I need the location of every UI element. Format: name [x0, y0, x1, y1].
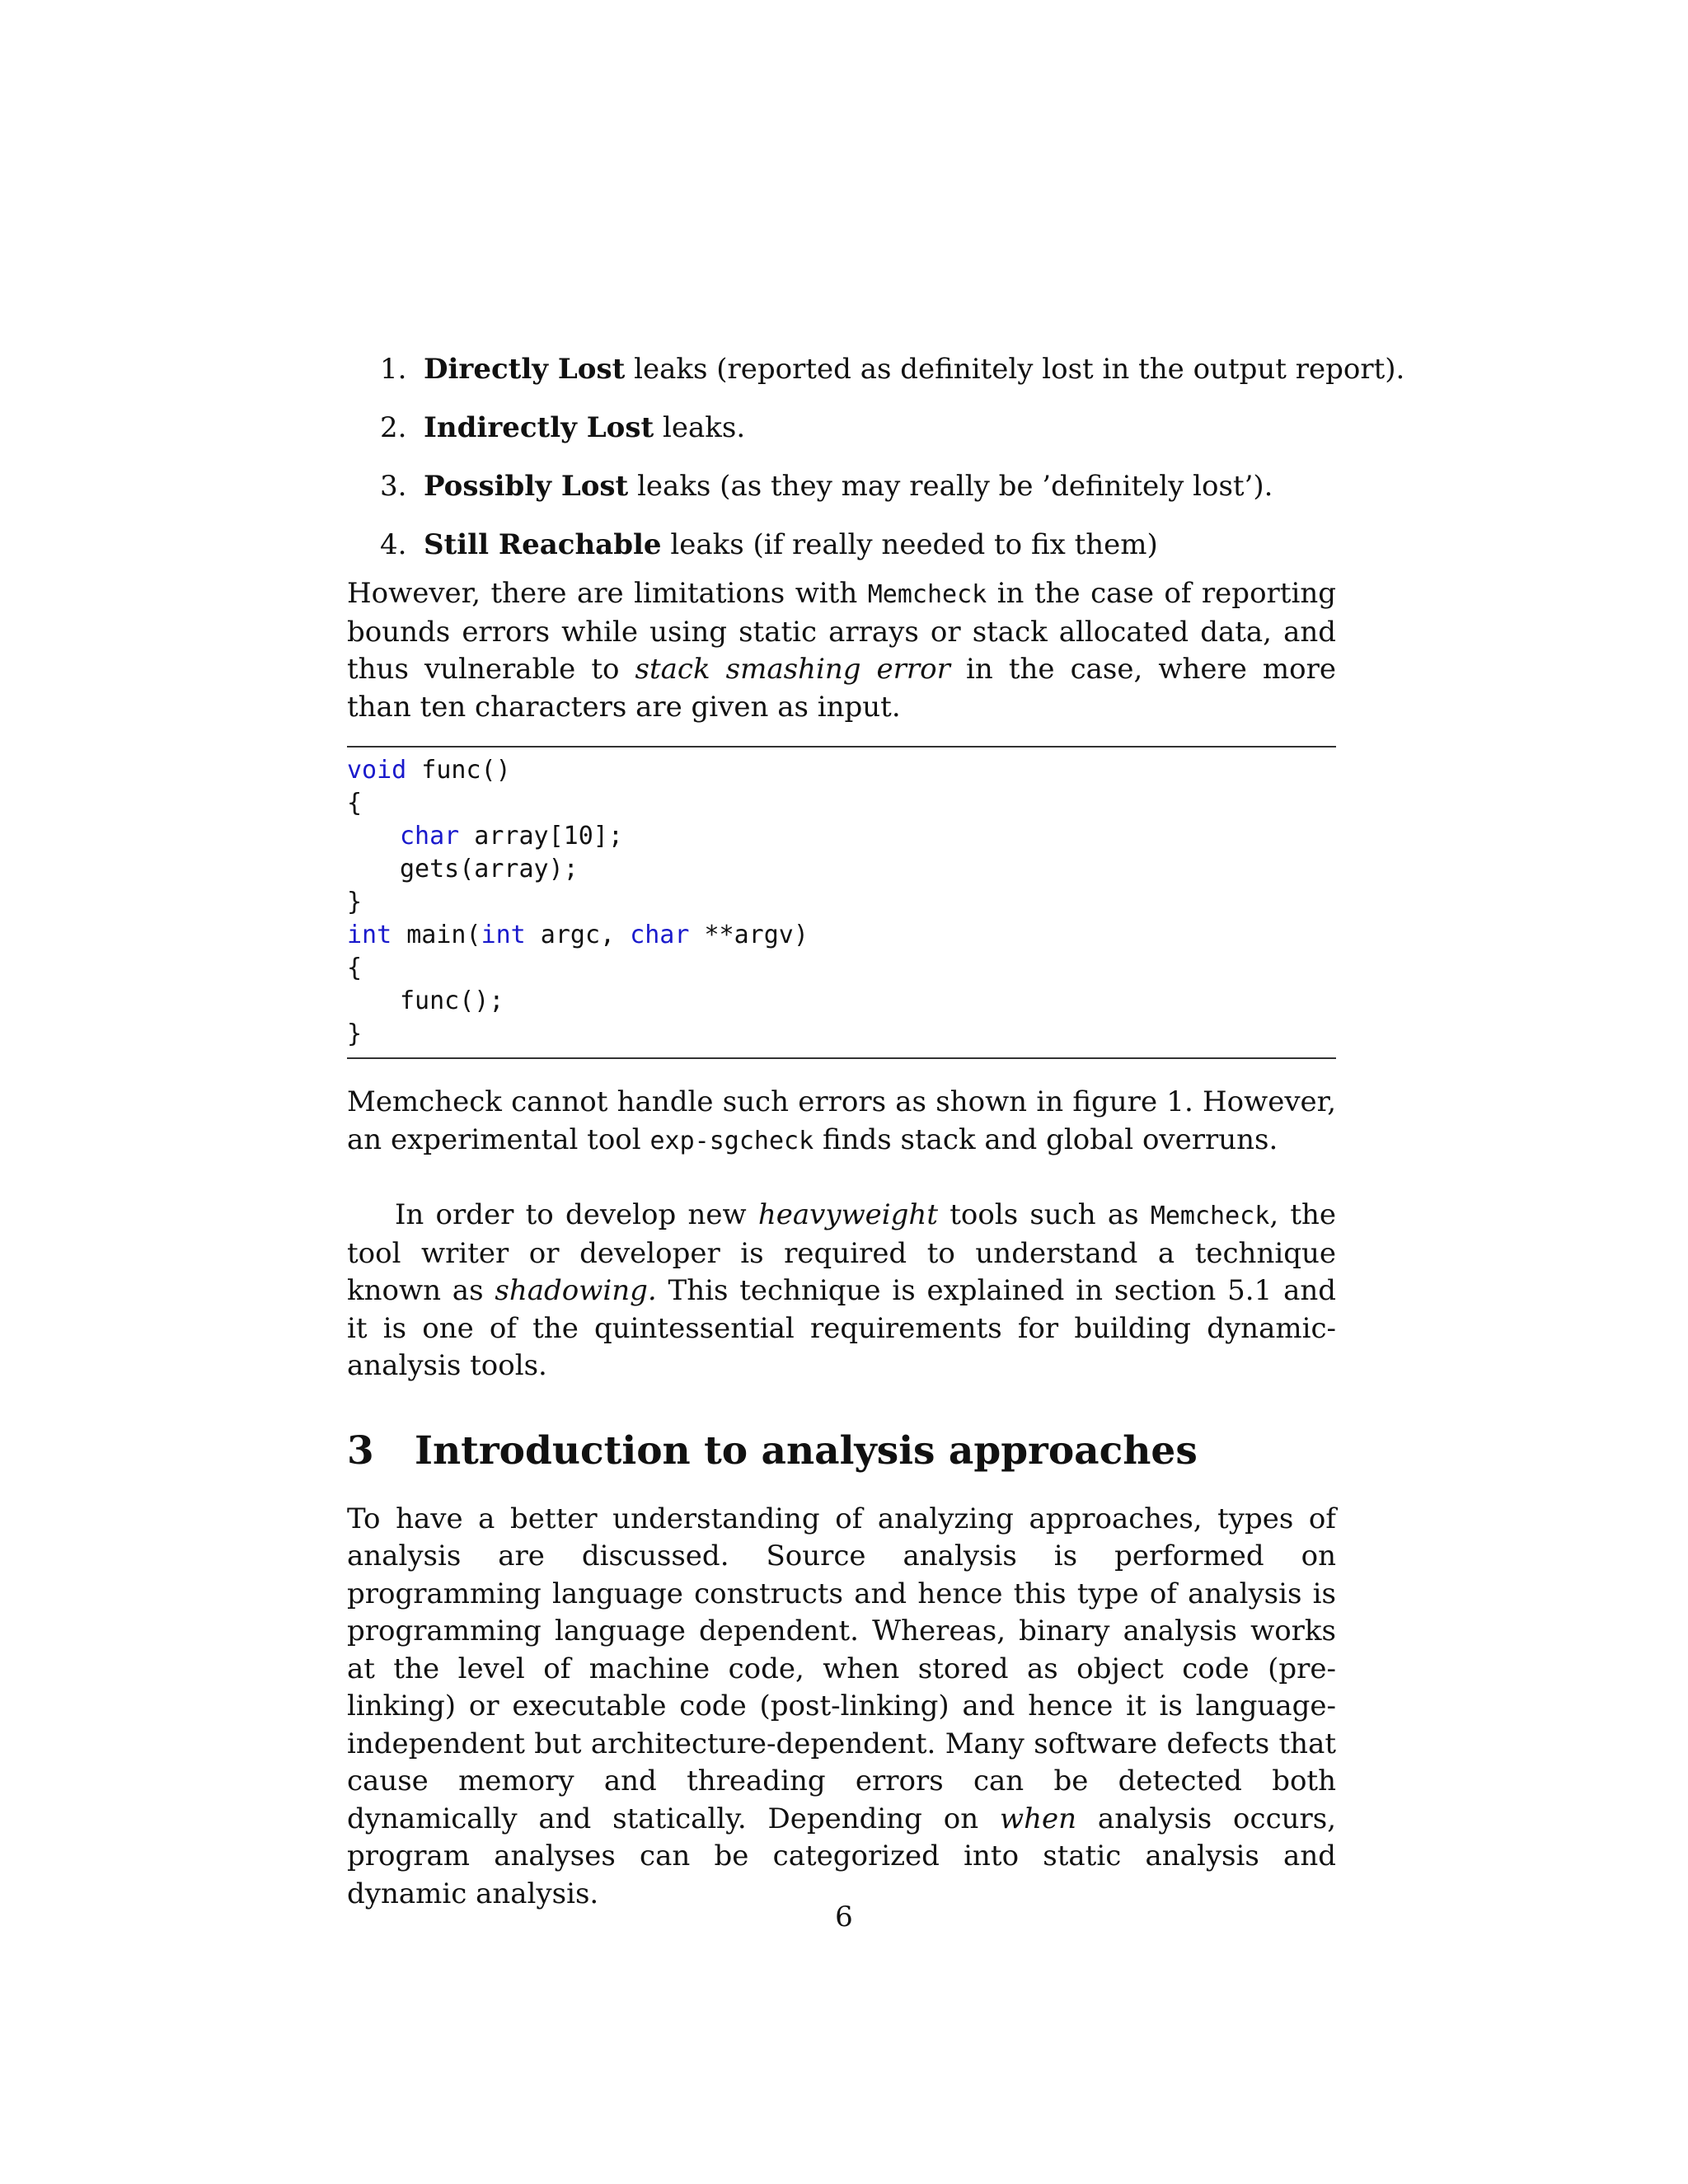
emphasis-text: shadowing.: [495, 1274, 657, 1307]
paragraph-text: However, there are limitations with: [347, 577, 858, 610]
code-keyword: int: [481, 921, 526, 949]
list-number: 3.: [380, 470, 407, 503]
list-item: [347, 409, 1336, 447]
shadowing-paragraph: [347, 1197, 1336, 1385]
list-number: 1.: [380, 353, 407, 386]
paragraph-text: To have a better understanding of analyzing approaches, types of analysis are discussed. Source analysis is performed on programming language constructs and hence this type of analysis is programming language dependent. Whereas, binary analysis works at the level of machine code, when stored as object code (pre-linking) or executable code (post-linking) and hence it is language-independent but architecture-dependent. Many software defects that cause memory and threading errors can be detected both dynamically and statically. Depending on: [347, 1502, 1336, 1835]
code-text: main(: [392, 921, 481, 949]
emphasis-text: stack smashing error: [635, 653, 950, 686]
code-text: func(): [406, 756, 511, 785]
limitations-paragraph: [347, 575, 1336, 726]
inline-code: Memcheck: [867, 580, 987, 609]
paragraph-text: in the case, where more than ten characters are given as input.: [347, 653, 1337, 724]
list-text: leaks (reported as definitely lost in the output report).: [634, 353, 1405, 386]
paragraph-text: Memcheck cannot handle such errors as shown in figure 1. However, an experimental tool: [347, 1085, 1336, 1156]
list-item: [347, 350, 1405, 388]
code-line: [347, 985, 1336, 1018]
section-heading: [347, 1427, 1336, 1476]
list-term: Directly Lost: [424, 353, 626, 386]
code-text: array[10];: [459, 822, 623, 851]
page-content: [347, 350, 1405, 1913]
list-text: leaks.: [663, 411, 746, 444]
paragraph-text: , the tool writer or developer is required to understand a technique known as: [347, 1198, 1337, 1307]
analysis-paragraph: [347, 1501, 1336, 1914]
code-line: {: [347, 954, 363, 982]
list-item: [347, 526, 1336, 564]
code-text: gets(array);: [400, 855, 579, 883]
code-keyword: void: [347, 756, 407, 785]
code-keyword: char: [630, 921, 690, 949]
section-title: Introduction to analysis approaches: [415, 1427, 1198, 1474]
list-term: Possibly Lost: [424, 470, 629, 503]
paragraph-text: in the case of reporting bounds errors while using static arrays or stack allocated data, and thus vulnerable to: [347, 577, 1336, 686]
page-number: 6: [835, 1900, 853, 1933]
code-line: [347, 919, 1336, 952]
code-line: }: [347, 1019, 363, 1048]
list-term: Still Reachable: [424, 528, 662, 561]
paragraph-text: tools such as: [950, 1198, 1139, 1231]
code-text: argc,: [525, 921, 631, 949]
emphasis-text: heavyweight: [757, 1198, 938, 1231]
code-keyword: char: [400, 822, 460, 851]
code-line: [347, 754, 1336, 787]
paragraph-text: This technique is explained in section 5.1 and it is one of the quintessential requirements for building dynamic-analysis tools.: [347, 1274, 1337, 1382]
list-term: Indirectly Lost: [424, 411, 654, 444]
inline-code: Memcheck: [1150, 1202, 1270, 1230]
code-line: {: [347, 789, 363, 818]
code-keyword: int: [347, 921, 392, 949]
code-line: [347, 853, 1336, 886]
leak-types-list: [347, 350, 1405, 564]
code-bottom-rule: [347, 1057, 1336, 1059]
list-text: leaks (as they may really be ’definitely lost’).: [637, 470, 1273, 503]
code-line: [347, 820, 1336, 853]
paragraph-text: analysis occurs, program analyses can be categorized into static analysis and dynamic analysis.: [347, 1802, 1337, 1910]
paragraph-text: In order to develop new: [395, 1198, 747, 1231]
code-text: func();: [400, 987, 504, 1015]
list-number: 4.: [380, 528, 407, 561]
emphasis-text: when: [1000, 1802, 1077, 1835]
code-line: }: [347, 888, 363, 916]
list-text: leaks (if really needed to fix them): [670, 528, 1158, 561]
list-item: [347, 467, 1336, 505]
memcheck-paragraph: [347, 1084, 1336, 1160]
code-listing: [347, 748, 1336, 1057]
paragraph-text: finds stack and global overruns.: [822, 1122, 1278, 1156]
code-text: **argv): [689, 921, 809, 949]
inline-code: exp-sgcheck: [649, 1126, 814, 1155]
list-number: 2.: [380, 411, 407, 444]
section-number: 3: [347, 1427, 374, 1474]
